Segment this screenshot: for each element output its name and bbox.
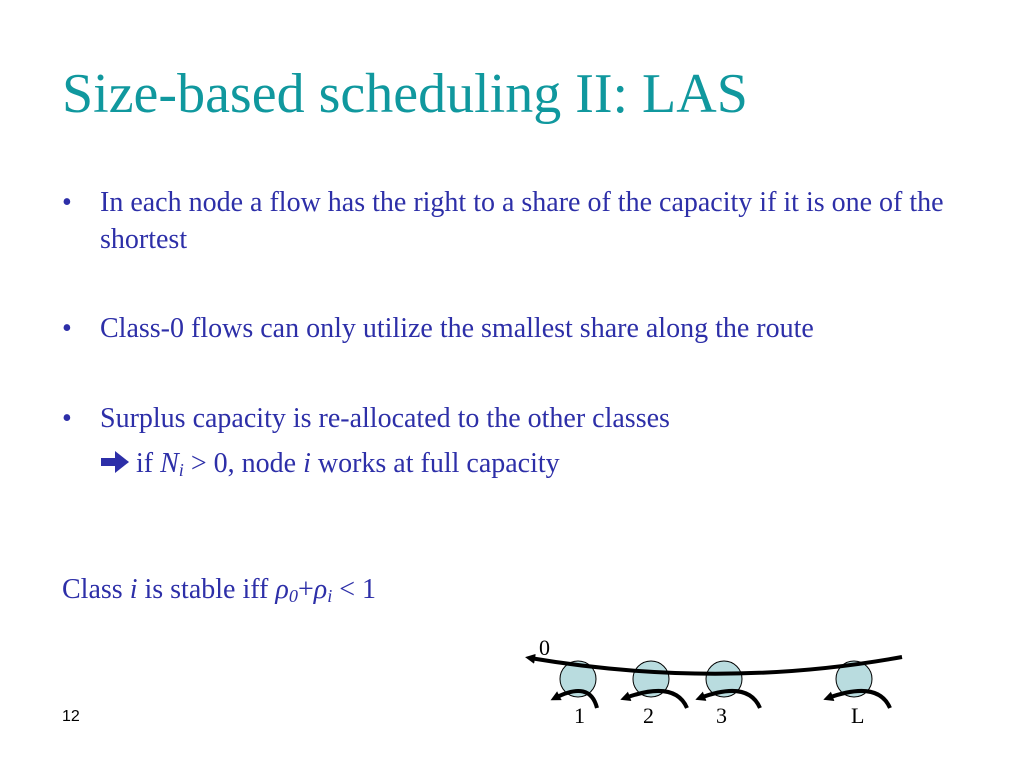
bullet-text: Surplus capacity is re-allocated to the other classes <box>100 403 670 434</box>
bullet-text: Class-0 flows can only utilize the smallest share along the route <box>100 313 814 344</box>
node-label: 1 <box>574 703 585 728</box>
node-label: 3 <box>716 703 727 728</box>
bullet-subline: if $N_i > 0$, node i works at full capacity <box>100 445 962 484</box>
bullet-text: In each node a flow has the right to a share of the capacity if it is one of the shortest <box>100 187 944 255</box>
slide-title: Size-based scheduling II: LAS <box>62 63 748 125</box>
path-label: 0 <box>539 635 550 660</box>
node-label: 2 <box>643 703 654 728</box>
bullet-dot: • <box>62 187 72 218</box>
slide-number: 12 <box>62 708 80 725</box>
stability-condition: Class i is stable iff $\rho_0+\rho_i < 1$ <box>62 574 377 606</box>
bullet-dot: • <box>62 403 72 434</box>
bullet-dot: • <box>62 313 72 344</box>
node-label: L <box>851 703 865 728</box>
